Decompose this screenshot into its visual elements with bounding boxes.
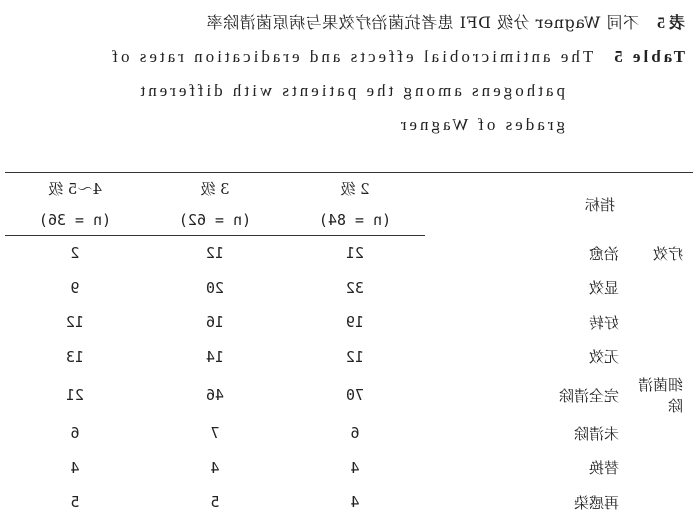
header-row-grades — [5, 173, 693, 205]
table-caption — [5, 6, 685, 142]
table-row — [5, 236, 693, 271]
cn-table-title: 不同 Wagner 分级 DFI 患者抗菌治疗效果与病原菌清除率 — [206, 13, 639, 32]
cell-value: 14 — [205, 347, 225, 366]
grade-2-n: (n = 84) — [285, 204, 425, 236]
cell-value: 4 — [70, 458, 80, 477]
en-caption-line-1 — [5, 40, 685, 74]
row-label: 完全清除 — [558, 386, 619, 405]
cell-value: 13 — [65, 347, 85, 366]
row-label: 好转 — [588, 313, 619, 332]
cell-value: 19 — [345, 313, 365, 332]
cell-value: 6 — [70, 424, 80, 443]
en-caption-line-2 — [5, 74, 685, 108]
table-row — [5, 374, 693, 416]
cell-value: 5 — [70, 493, 80, 512]
cell-value: 9 — [70, 278, 80, 297]
en-table-label: Table 5 — [611, 47, 685, 66]
table-row — [5, 305, 693, 340]
grade-4-5-header: 4～5 级 — [5, 173, 145, 205]
row-label: 再感染 — [573, 493, 619, 512]
grade-4-5-n: (n = 36) — [5, 204, 145, 236]
cell-value: 6 — [350, 424, 360, 443]
cell-value: 21 — [65, 386, 85, 404]
table-row — [5, 485, 693, 520]
indicator-header: 指标 — [425, 173, 693, 236]
cell-value: 7 — [210, 424, 220, 443]
cell-value: 32 — [345, 278, 365, 297]
en-table-title-2: pathogens among the patients with different — [137, 81, 565, 100]
en-table-title-3: grades of Wagner — [397, 115, 565, 134]
table-row — [5, 271, 693, 306]
cell-value: 2 — [70, 244, 80, 263]
table-row — [5, 340, 693, 375]
table-row — [5, 416, 693, 451]
cell-value: 12 — [205, 244, 225, 263]
cell-value: 16 — [205, 313, 225, 332]
row-label: 替换 — [588, 459, 619, 478]
en-caption-line-3 — [5, 108, 685, 142]
grade-3-n: (n = 62) — [145, 204, 285, 236]
category-efficacy: 疗效 — [652, 244, 683, 263]
cell-value: 21 — [345, 244, 365, 263]
row-label: 无效 — [588, 348, 619, 367]
cell-value: 70 — [345, 386, 365, 404]
grade-3-header: 3 级 — [145, 173, 285, 205]
en-table-title-1: The antimicrobial effects and eradication rates of — [109, 47, 594, 66]
cell-value: 4 — [350, 493, 360, 512]
cell-value: 4 — [210, 458, 220, 477]
cell-value: 46 — [205, 386, 225, 404]
row-label: 治愈 — [588, 244, 619, 263]
cell-value: 4 — [350, 458, 360, 477]
grade-2-header: 2 级 — [285, 173, 425, 205]
cn-caption-line — [5, 6, 685, 40]
cell-value: 12 — [345, 347, 365, 366]
row-label: 显效 — [588, 279, 619, 298]
cn-table-label: 表 5 — [656, 15, 685, 32]
cell-value: 5 — [210, 493, 220, 512]
cell-value: 12 — [65, 313, 85, 332]
cell-value: 20 — [205, 278, 225, 297]
row-label: 未清除 — [573, 424, 619, 443]
table-row — [5, 451, 693, 486]
category-bacterial-clearance: 细菌清除 — [637, 376, 683, 415]
results-table — [5, 172, 693, 520]
